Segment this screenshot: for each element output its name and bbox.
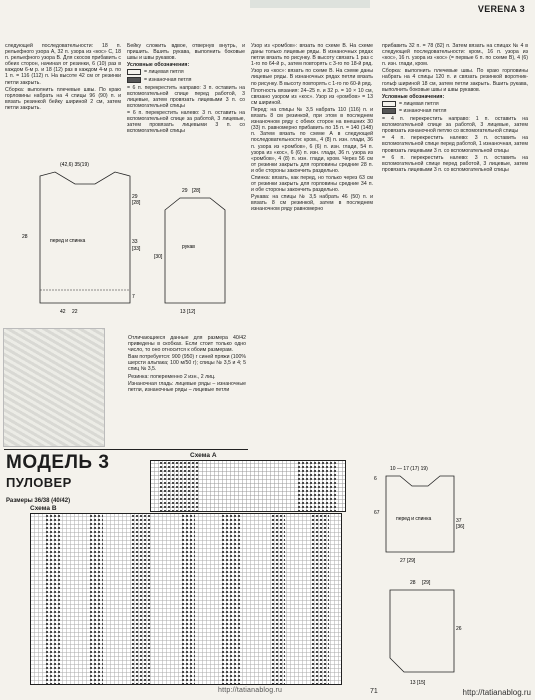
front-back-outline — [386, 476, 454, 552]
model-name: ПУЛОВЕР — [6, 475, 72, 490]
chart-a-band — [159, 461, 199, 511]
front-label: перед и спинка — [50, 238, 86, 244]
footer-site: http://tatianablog.ru — [462, 688, 531, 697]
dim-label: 7 — [132, 294, 135, 300]
paragraph: Вам потребуется: 900 (950) г синей пряжи (100% шерсти альпака; 100 м/50 г); спицы № 3,5 и 4; 5 спиц № 3,5. — [128, 354, 246, 373]
chart-a-band — [297, 461, 337, 511]
legend-row: = лицевая петля — [127, 69, 245, 75]
header-strip — [250, 0, 370, 8]
legend-title: Условные обозначения: — [382, 93, 445, 100]
paragraph: = 6 п. перекрестить направо: 3 п. оставить на вспомогательной спице перед работой, 3 лицевые, затем провязать лицевыми 3 п. со вспомогательной спицы — [127, 84, 245, 109]
dim-label: [29] — [422, 580, 431, 586]
dim-label: 6 — [374, 476, 377, 482]
dim-label: 22 — [72, 309, 78, 315]
chart-b-band — [89, 514, 103, 684]
text-column-2b — [128, 335, 246, 394]
top-label: 10 — 17 (17) 19) — [390, 466, 428, 472]
paragraph: Перед: на спицы № 3,5 набрать 110 (116) п. и вязать 8 см резинкой, при этом в последнем изнаночном ряду с обеих сторон на внешних 30 (33) п. равномерно прибавить по 15 п. = 140 (148) п. Затем вязать по схеме А в следующей последовательности: кром., 4 (8) п. изн. глади, 36 п. узора из «ромбов», 6 (6) п. изн. глади, 54 п. узора из «кос», 6 (6) п. изн. глади, 36 п. узора из «ромбов», 4 (8) п. изн. глади, кром. Через 56 см от резинки закрыть для горловины средние 28 п. и обе стороны закончить раздельно. — [251, 106, 373, 174]
legend-row: = изнаночная петля — [127, 77, 245, 83]
dim-label: [30] — [154, 254, 163, 260]
paragraph: Узор из «кос»: вязать по схеме В. На схеме даны лицевые ряды. В изнаночных рядах петли вязать по рисунку. В высоту повторять с 1-го по 60-й ряд. — [251, 68, 373, 87]
dim-label: 29 — [182, 188, 188, 194]
dim-label: 13 [12] — [180, 309, 196, 315]
dim-label: 27 [29] — [400, 558, 416, 564]
dim-label: 33 — [132, 239, 138, 245]
chart-b-band — [131, 514, 151, 684]
chart-b-grid — [30, 513, 342, 685]
schema-a-label: Схема А — [190, 452, 217, 459]
text-column-4 — [382, 43, 528, 174]
knit-symbol-icon — [382, 101, 396, 107]
section-divider — [4, 449, 248, 450]
paragraph: Сборка: выполнить плечевые швы. По краю горловины набрать на 4 спицы 120 п. и связать резинкой воротник-гольф шириной 18 см, затем петли закрыть. Вшить рукава, выполнить боковые швы и швы рукавов. — [382, 68, 528, 93]
pattern-schematic-top — [20, 158, 250, 318]
legend-row: = изнаночная петля — [382, 108, 528, 114]
paragraph: следующей последовательности: 18 п. рельефного узора А, 32 п. узора из «кос» С, 18 п. рельефного узора В. Для скосов прибавить с обеих сторон, начиная от резинки, 6 (10) раз в каждом 6-м р. и 18 (12) раз в каждом 4-м р. по 1 п. = 116 (112) п. На высоте 42 см от резинки петли закрыть. — [5, 43, 121, 86]
knit-symbol-icon — [127, 69, 141, 75]
paragraph: Изнаночная гладь: лицевые ряды – изнаночные петли, изнаночные ряды – лицевые петли — [128, 380, 246, 393]
dim-label: [33] — [132, 246, 141, 252]
pattern-schematic-bottom — [370, 462, 530, 692]
model-title: МОДЕЛЬ 3 — [6, 452, 110, 473]
front-label: перед и спинка — [396, 516, 432, 522]
paragraph: = 4 п. перекрестить налево: 3 п. оставить на вспомогательной спице перед работой, 1 изнаночная, затем провязать лицевыми 3 п. со вспомогательной спицы — [382, 135, 528, 154]
dim-label: 42 — [60, 309, 66, 315]
paragraph: Спинка: вязать, как перед, но только через 63 см от резинки закрыть для горловины средние 34 п. и обе стороны закончить раздельно. — [251, 174, 373, 194]
sleeve-label: рукав — [182, 244, 195, 250]
chart-b-band — [45, 514, 61, 684]
dim-label: [36] — [456, 524, 465, 530]
paragraph: Рукава: на спицы № 3,5 набрать 46 (50) п. и вязать 8 см резинкой, затем в последнем изнаночном ряду равномерно — [251, 194, 373, 213]
sleeve-outline — [390, 590, 454, 672]
dim-label: 28 — [410, 580, 416, 586]
chart-b-band — [311, 514, 329, 684]
purl-symbol-icon — [382, 108, 396, 114]
legend-row: = лицевая петля — [382, 101, 528, 107]
text-column-1 — [5, 43, 121, 112]
sweater-photo — [3, 328, 105, 447]
paragraph: прибавить 32 п. = 78 (82) п. Затем вязать на спицах № 4 в следующей последовательности: кром., 16 п. узора из «кос», 16 п. узора из «кос» (= первые 6 п. по схеме В), 4 (6) п. изн. глади, кром. — [382, 43, 528, 68]
dim-label: [28] — [192, 188, 201, 194]
paragraph: = 6 п. перекрестить налево: 3 п. оставить на вспомогательной спице перед работой, 3 лицевые, затем провязать лицевыми 3 п. со вспомогательной спицы — [382, 154, 528, 173]
purl-symbol-icon — [127, 77, 141, 83]
magazine-brand: VERENA 3 — [477, 4, 525, 14]
paragraph: Узор из «ромбов»: вязать по схеме В. На схеме даны только лицевые ряды. В изнаночных рядах петли вязать по рисунку. В высоту связать 1 раз с 1-го по 64-й р., затем повторять с 3-го по 18-й ряд. — [251, 43, 373, 68]
dim-label: 67 — [374, 510, 380, 516]
chart-b-band — [181, 514, 195, 684]
paragraph: Плотность вязания: 24–25 п. и 32 р. = 10 × 10 см, связано узором из «кос». Узор из «ромбов» = 13 см шириной. — [251, 87, 373, 106]
chart-b-band — [221, 514, 241, 684]
dim-label: 37 — [456, 518, 462, 524]
sizes-label: Размеры 36/38 (40/42) — [6, 498, 71, 504]
paragraph: Сборка: выполнить плечевые швы. По краю горловины набрать на 4 спицы 96 (90) п. и вязать резинкой бейку шириной 2 см, затем петли закрыть. — [5, 86, 121, 111]
dim-label: 28 — [22, 234, 28, 240]
sleeve-outline — [165, 198, 225, 303]
dim-label: 26 — [456, 626, 462, 632]
page-number: 71 — [370, 688, 378, 695]
dim-label: 29 — [132, 194, 138, 200]
paragraph: = 6 п. перекрестить налево: 3 п. оставить на вспомогательной спице за работой, 3 лицевые, затем провязать лицевыми 3 п. со вспомогательной спицы — [127, 109, 245, 135]
schema-b-label: Схема В — [30, 505, 57, 512]
chart-b-band — [271, 514, 285, 684]
paragraph: Резинка: попеременно 2 изн., 2 лиц. — [128, 373, 216, 380]
width-label: (42,6) 35(19) — [60, 162, 89, 168]
watermark: http://tatianablog.ru — [218, 687, 283, 694]
text-column-3 — [251, 43, 373, 214]
paragraph: Бейку сложить вдвое, отвернув внутрь, и пришить. Вшить рукава, выполнить боковые швы и швы рукавов. — [127, 43, 245, 62]
paragraph: Отличающиеся данные для размера 40/42 приведены в скобках. Если стоит только одно число, то оно относится к обоим размерам. — [128, 335, 246, 354]
chart-a-grid — [150, 460, 346, 512]
dim-label: 13 [15] — [410, 680, 426, 686]
dim-label: [28] — [132, 200, 141, 206]
text-column-2 — [127, 43, 245, 135]
legend-title: Условные обозначения: — [127, 62, 190, 69]
paragraph: = 4 п. перекрестить направо: 1 п. оставить на вспомогательной спице за работой, 3 лицевые, затем провязать изнаночной петлю со вспомогательной спицы — [382, 116, 528, 135]
